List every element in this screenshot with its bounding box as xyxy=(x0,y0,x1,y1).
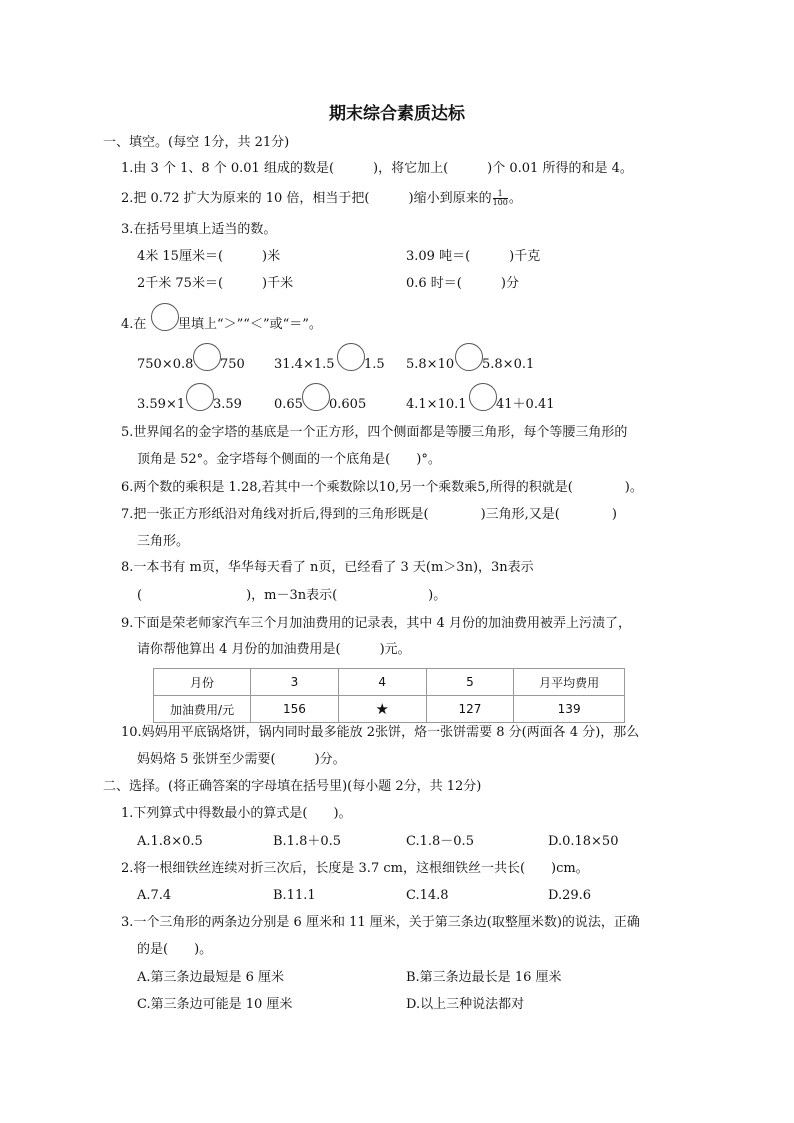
question-1-3: 3.在括号里填上适当的数。 xyxy=(121,222,277,237)
fraction xyxy=(493,190,508,207)
question-1-8-line-1: 8.一本书有 m页，华华每天看了 n页，已经看了 3 天(m＞3n)，3n表示 xyxy=(121,560,534,575)
question-1-7-line-1: 7.把一张正方形纸沿对角线对折后,得到的三角形既是( )三角形,又是( ) xyxy=(121,507,617,522)
table-header-cell: 4 xyxy=(338,669,426,696)
compare-1-left: 750×0.8 xyxy=(137,357,194,372)
question-2-3-line-2: 的是( )。 xyxy=(137,942,213,957)
fraction-denominator: 100 xyxy=(492,198,508,207)
compare-5-right: 0.605 xyxy=(329,397,367,412)
table-cell: 139 xyxy=(514,696,625,723)
compare-3-right: 5.8×0.1 xyxy=(482,357,535,372)
table-header-cell: 5 xyxy=(426,669,514,696)
fuel-cost-table xyxy=(153,668,625,723)
question-1-10-line-2: 妈妈烙 5 张饼至少需要( )分。 xyxy=(137,752,346,767)
answer-circle[interactable] xyxy=(469,383,497,411)
answer-circle[interactable] xyxy=(186,383,214,411)
table-header-cell: 3 xyxy=(251,669,339,696)
table-cell: 156 xyxy=(251,696,339,723)
compare-1-right: 750 xyxy=(220,357,245,372)
answer-circle-example xyxy=(151,303,179,331)
question-2-1: 1.下列算式中得数最小的算式是( )。 xyxy=(121,806,352,821)
question-1-5-line-1: 5.世界闻名的金字塔的基底是一个正方形，四个侧面都是等腰三角形，每个等腰三角形的 xyxy=(121,425,628,440)
compare-4-left: 3.59×1 xyxy=(137,397,186,412)
question-1-8-line-2: ( )，m－3n表示( )。 xyxy=(137,588,447,603)
fraction-numerator: 1 xyxy=(493,190,508,199)
compare-6-left: 4.1×10.1 xyxy=(406,397,467,412)
question-1-3-c: 2千米 75米＝( )千米 xyxy=(137,276,294,291)
question-1-2 xyxy=(121,190,522,208)
option-c[interactable]: C.第三条边可能是 10 厘米 xyxy=(137,997,293,1012)
answer-circle[interactable] xyxy=(455,343,483,371)
answer-circle[interactable] xyxy=(337,343,365,371)
compare-6-right: 41＋0.41 xyxy=(496,397,555,412)
question-1-2-end: 。 xyxy=(508,191,522,206)
table-header-cell: 月平均费用 xyxy=(514,669,625,696)
question-1-7-line-2: 三角形。 xyxy=(137,534,190,549)
question-1-3-a: 4米 15厘米＝( )米 xyxy=(137,249,281,264)
question-1-2-text: 2.把 0.72 扩大为原来的 10 倍，相当于把( )缩小到原来的 xyxy=(121,191,492,206)
question-1-10-line-1: 10.妈妈用平底锅烙饼，锅内同时最多能放 2张饼，烙一张饼需要 8 分(两面各 4 分)，那么 xyxy=(121,725,640,740)
page-title: 期末综合素质达标 xyxy=(329,104,465,124)
option-d[interactable]: D.以上三种说法都对 xyxy=(406,997,525,1012)
question-1-3-d: 0.6 时＝( )分 xyxy=(406,276,519,291)
option-a[interactable]: A.第三条边最短是 6 厘米 xyxy=(137,970,285,985)
option-c[interactable]: C.14.8 xyxy=(406,888,449,903)
question-1-3-b: 3.09 吨＝( )千克 xyxy=(406,249,541,264)
option-d[interactable]: D.29.6 xyxy=(548,888,592,903)
option-b[interactable]: B.第三条边最长是 16 厘米 xyxy=(406,970,562,985)
question-1-4-text: 里填上“＞”“＜”或“＝”。 xyxy=(178,317,322,332)
table-cell: 127 xyxy=(426,696,514,723)
table-row xyxy=(154,696,625,723)
table-cell: 加油费用/元 xyxy=(154,696,251,723)
compare-2-left: 31.4×1.5 xyxy=(274,357,335,372)
table-header-cell: 月份 xyxy=(154,669,251,696)
question-1-6: 6.两个数的乘积是 1.28,若其中一个乘数除以10,另一个乘数乘5,所得的积就是( )。 xyxy=(121,480,643,495)
compare-5-left: 0.65 xyxy=(274,397,303,412)
question-2-3-line-1: 3.一个三角形的两条边分别是 6 厘米和 11 厘米，关于第三条边(取整厘米数)的说法，正确 xyxy=(121,915,640,930)
question-1-9-line-2: 请你帮他算出 4 月份的加油费用是( )元。 xyxy=(137,642,411,657)
question-1-1: 1.由 3 个 1、8 个 0.01 组成的数是( )，将它加上( )个 0.01 所得的和是 4。 xyxy=(121,161,633,176)
compare-3-left: 5.8×10 xyxy=(406,357,455,372)
option-a[interactable]: A.7.4 xyxy=(137,888,172,903)
question-1-5-line-2: 顶角是 52°。金字塔每个侧面的一个底角是( )°。 xyxy=(137,452,441,467)
table-header-row xyxy=(154,669,625,696)
answer-circle[interactable] xyxy=(302,383,330,411)
option-b[interactable]: B.1.8＋0.5 xyxy=(273,834,342,849)
star-icon: ★ xyxy=(338,696,426,723)
question-1-9-line-1: 9.下面是荣老师家汽车三个月加油费用的记录表，其中 4 月份的加油费用被弄上污渍了， xyxy=(121,616,631,631)
question-1-4-prefix: 4.在 xyxy=(121,317,147,332)
compare-4-right: 3.59 xyxy=(213,397,242,412)
option-d[interactable]: D.0.18×50 xyxy=(548,834,619,849)
option-c[interactable]: C.1.8－0.5 xyxy=(406,834,474,849)
option-b[interactable]: B.11.1 xyxy=(273,888,316,903)
question-2-2: 2.将一根细铁丝连续对折三次后，长度是 3.7 cm，这根细铁丝一共长( )cm。 xyxy=(121,861,589,876)
answer-circle[interactable] xyxy=(193,343,221,371)
section-1-heading: 一、填空。(每空 1分，共 21分) xyxy=(103,135,290,150)
section-2-heading: 二、选择。(将正确答案的字母填在括号里)(每小题 2分，共 12分) xyxy=(103,779,482,794)
option-a[interactable]: A.1.8×0.5 xyxy=(137,834,203,849)
compare-2-right: 1.5 xyxy=(364,357,385,372)
